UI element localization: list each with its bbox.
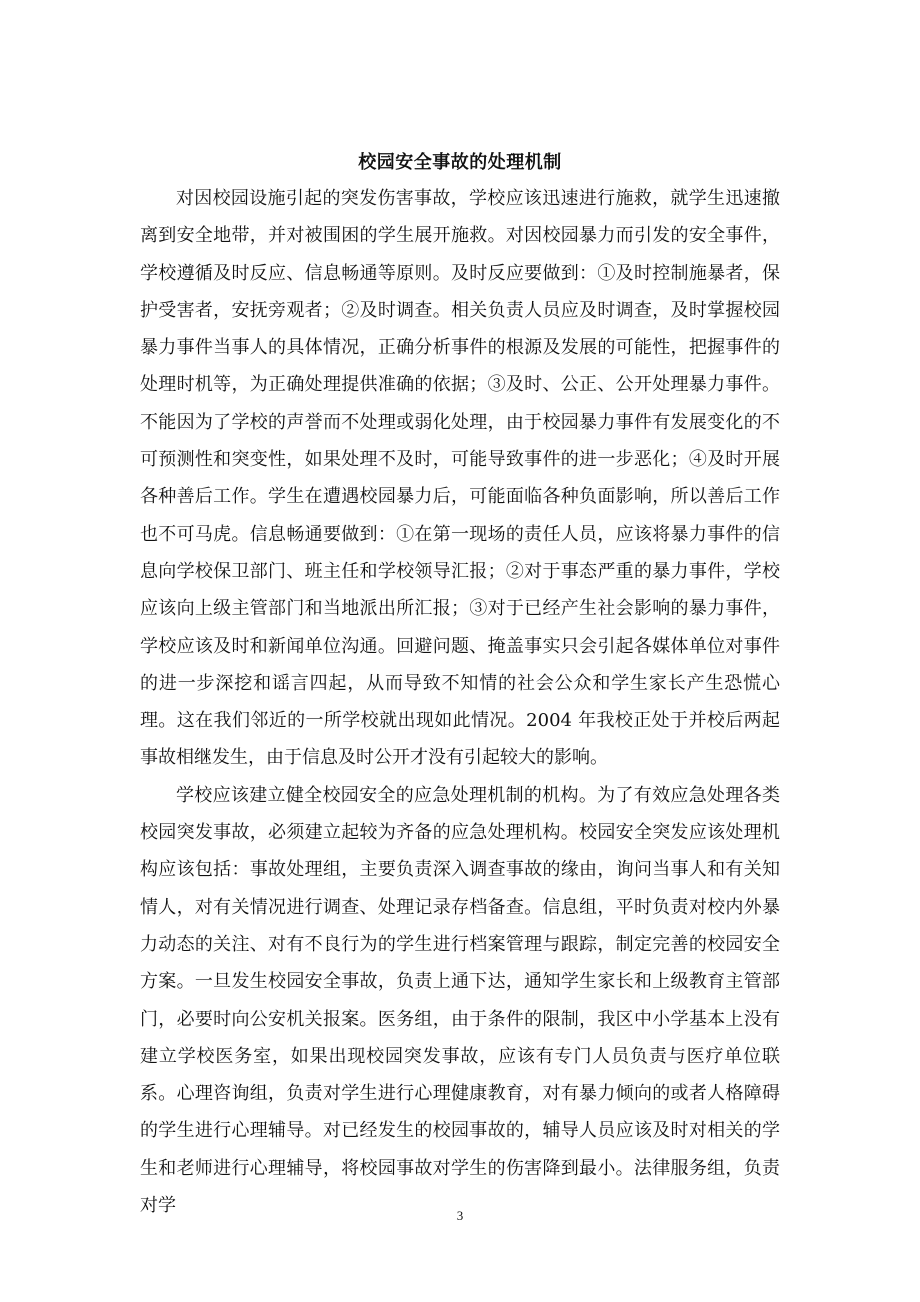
- document-title: 校园安全事故的处理机制: [358, 152, 562, 173]
- page-number: 3: [456, 1208, 464, 1223]
- paragraph-emergency-response: 对因校园设施引起的突发伤害事故，学校应该迅速进行施救，就学生迅速撤离到安全地带，并对被围困的学生展开施救。对因校园暴力而引发的安全事件，学校遵循及时反应、信息畅通等原则。及时反应要做到：①及时控制施暴者，保护受害者，安抚旁观者；②及时调查。相关负责人员应及时调查，及时掌握校园暴力事件当事人的具体情况，正确分析事件的根源及发展的可能性，把握事件的处理时机等，为正确处理提供准确的依据；③及时、公正、公开处理暴力事件。不能因为了学校的声誉而不处理或弱化处理，由于校园暴力事件有发展变化的不可预测性和突变性，如果处理不及时，可能导致事件的进一步恶化；④及时开展各种善后工作。学生在遭遇校园暴力后，可能面临各种负面影响，所以善后工作也不可马虎。信息畅通要做到：①在第一现场的责任人员，应该将暴力事件的信息向学校保卫部门、班主任和学校领导汇报；②对于事态严重的暴力事件，学校应该向上级主管部门和当地派出所汇报；③对于已经产生社会影响的暴力事件，学校应该及时和新闻单位沟通。回避问题、掩盖事实只会引起各媒体单位对事件的进一步深挖和谣言四起，从而导致不知情的社会公众和学生家长产生恐慌心理。这在我们邻近的一所学校就出现如此情况。2004 年我校正处于并校后两起事故相继发生，由于信息及时公开才没有引起较大的影响。: [140, 188, 780, 769]
- document-body: [140, 148, 780, 1224]
- paragraph-emergency-organization: 学校应该建立健全校园安全的应急处理机制的机构。为了有效应急处理各类校园突发事故，必须建立起较为齐备的应急处理机构。校园安全突发应该处理机构应该包括：事故处理组，主要负责深入调查事故的缘由，询问当事人和有关知情人，对有关情况进行调查、处理记录存档备查。信息组，平时负责对校内外暴力动态的关注、对有不良行为的学生进行档案管理与跟踪，制定完善的校园安全方案。一旦发生校园安全事故，负责上通下达，通知学生家长和上级教育主管部门，必要时向公安机关报案。医务组，由于条件的限制，我区中小学基本上没有建立学校医务室，如果出现校园突发事故，应该有专门人员负责与医疗单位联系。心理咨询组，负责对学生进行心理健康教育，对有暴力倾向的或者人格障碍的学生进行心理辅导。对已经发生的校园事故的，辅导人员应该及时对相关的学生和老师进行心理辅导，将校园事故对学生的伤害降到最小。法律服务组，负责对学: [140, 784, 780, 1217]
